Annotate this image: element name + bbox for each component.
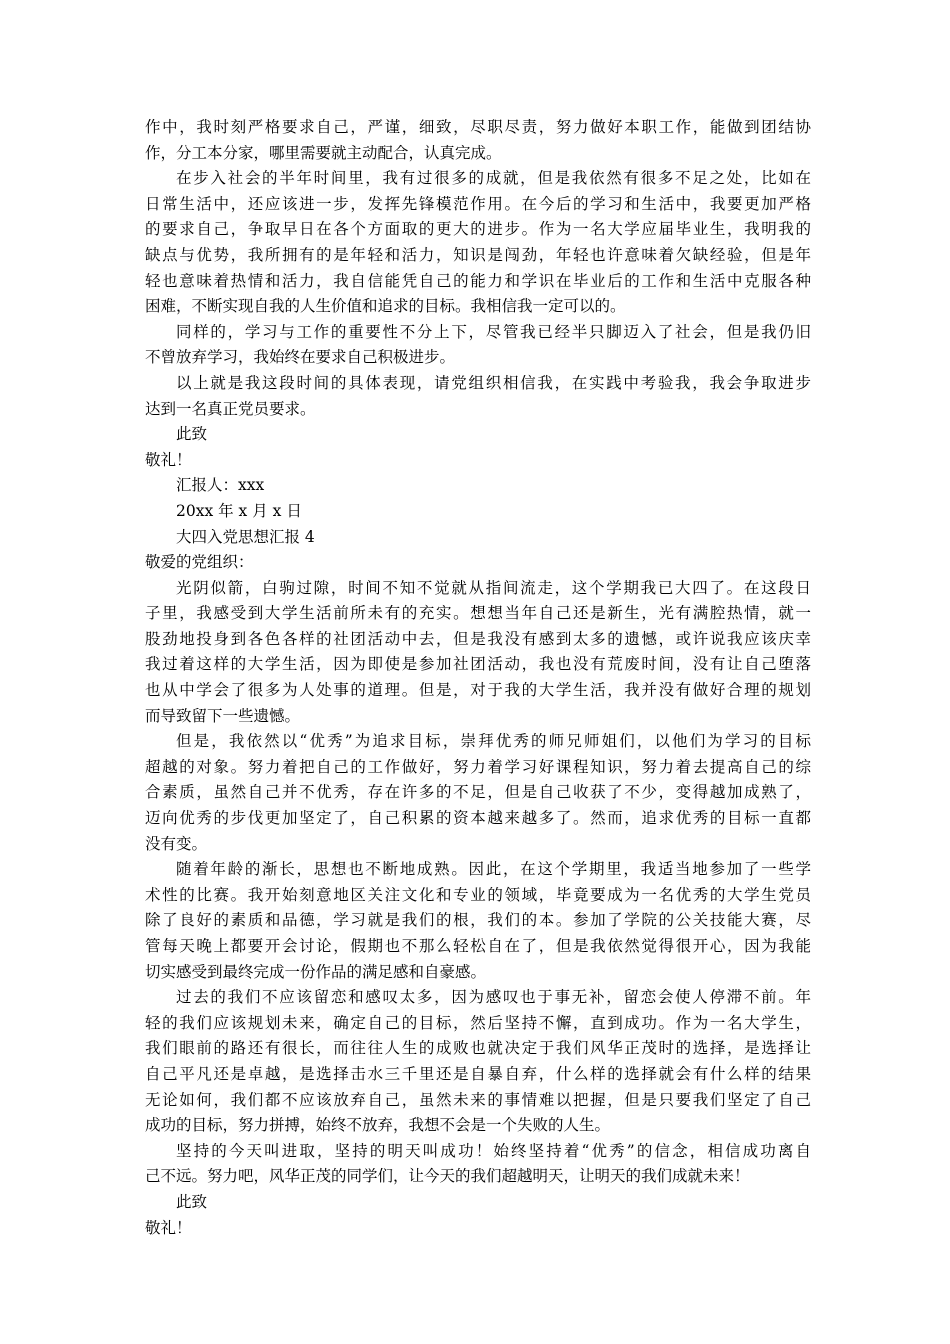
text-line: 敬礼！ <box>145 1218 192 1237</box>
text-line: 光阴似箭，白驹过隙，时间不知不觉就从指间流走，这个学期我已大四了。在这段日 <box>176 578 811 597</box>
text-line: 同样的，学习与工作的重要性不分上下，尽管我已经半只脚迈入了社会，但是我仍旧 <box>176 322 811 341</box>
text-line: 敬礼！ <box>145 450 192 469</box>
text-line: 轻的我们应该规划未来，确定自己的目标，然后坚持不懈，直到成功。作为一名大学生， <box>145 1013 811 1032</box>
text-line: 合素质，虽然自己并不优秀，存在许多的不足，但是自己收获了不少，变得越加成熟了， <box>145 783 811 802</box>
text-line: 子里，我感受到大学生活前所未有的充实。想想当年自己还是新生，光有满腔热情，就一 <box>145 604 811 623</box>
text-line: 大四入党思想汇报 4 <box>176 527 315 546</box>
text-line: 以上就是我这段时间的具体表现，请党组织相信我，在实践中考验我，我会争取进步 <box>176 373 811 392</box>
text-line: 达到一名真正党员要求。 <box>145 399 316 418</box>
text-line: 作中，我时刻严格要求自己，严谨，细致，尽职尽责，努力做好本职工作，能做到团结协 <box>145 118 811 136</box>
text-line: 超越的对象。努力着把自己的工作做好，努力着学习好课程知识，努力着去提高自己的综 <box>145 757 811 776</box>
text-line: 困难，不断实现自我的人生价值和追求的目标。我相信我一定可以的。 <box>145 297 626 316</box>
text-line: 无论如何，我们都不应该放弃自己，虽然未来的事情难以把握，但是只要我们坚定了自己 <box>145 1090 811 1109</box>
text-line: 除了良好的素质和品德，学习就是我们的根，我们的本。参加了学院的公关技能大赛，尽 <box>145 911 811 930</box>
text-line: 敬爱的党组织： <box>145 553 254 572</box>
text-line: 也从中学会了很多为人处事的道理。但是，对于我的大学生活，我并没有做好合理的规划 <box>145 681 811 700</box>
text-line: 我过着这样的大学生活，因为即使是参加社团活动，我也没有荒废时间，没有让自己堕落 <box>145 655 811 674</box>
text-line: 20xx 年 x 月 x 日 <box>176 501 302 520</box>
text-line: 坚持的今天叫进取，坚持的明天叫成功！始终坚持着“优秀”的信念，相信成功离自 <box>176 1141 811 1160</box>
text-line: 术性的比赛。我开始刻意地区关注文化和专业的领域，毕竟要成为一名优秀的大学生党员 <box>145 885 811 904</box>
text-line: 此致 <box>176 425 208 444</box>
text-line: 股劲地投身到各色各样的社团活动中去，但是我没有感到太多的遗憾，或许说我应该庆幸 <box>145 629 811 648</box>
text-line: 管每天晚上都要开会讨论，假期也不那么轻松自在了，但是我依然觉得很开心，因为我能 <box>145 937 811 955</box>
text-line: 成功的目标，努力拼搏，始终不放弃，我想不会是一个失败的人生。 <box>145 1116 611 1135</box>
text-line: 但是，我依然以“优秀”为追求目标，崇拜优秀的师兄师姐们，以他们为学习的目标 <box>176 732 811 751</box>
text-line: 迈向优秀的步伐更加坚定了，自己积累的资本越来越多了。然而，追求优秀的目标一直都 <box>145 809 811 828</box>
text-line: 汇报人：xxx <box>176 476 265 495</box>
text-line: 切实感受到最终完成一份作品的满足感和自豪感。 <box>145 962 487 981</box>
text-line: 我们眼前的路还有很长，而往往人生的成败也就决定于我们风华正茂时的选择，是选择让 <box>145 1039 811 1058</box>
text-line: 此致 <box>176 1192 208 1211</box>
text-line: 过去的我们不应该留恋和感叹太多，因为感叹也于事无补，留恋会使人停滞不前。年 <box>176 988 811 1007</box>
text-line: 在步入社会的半年时间里，我有过很多的成就，但是我依然有很多不足之处，比如在 <box>176 169 811 188</box>
text-line: 缺点与优势，我所拥有的是年轻和活力，知识是闯劲，年轻也许意味着欠缺经验，但是年 <box>145 245 811 264</box>
text-line: 自己平凡还是卓越，是选择击水三千里还是自暴自弃，什么样的选择就会有什么样的结果 <box>145 1064 811 1083</box>
text-line: 不曾放弃学习，我始终在要求自己积极进步。 <box>145 348 456 367</box>
text-line: 己不远。努力吧，风华正茂的同学们，让今天的我们超越明天，让明天的我们成就未来！ <box>145 1167 750 1186</box>
text-line: 的要求自己，争取早日在各个方面取的更大的进步。作为一名大学应届毕业生，我明我的 <box>145 220 811 239</box>
text-line: 而导致留下一些遗憾。 <box>145 706 301 725</box>
text-line: 没有变。 <box>145 834 208 853</box>
text-line: 轻也意味着热情和活力，我自信能凭自己的能力和学识在毕业后的工作和生活中克服各种 <box>145 271 811 290</box>
text-line: 随着年龄的渐长，思想也不断地成熟。因此，在这个学期里，我适当地参加了一些学 <box>176 860 811 879</box>
document-body <box>145 115 811 1241</box>
text-line: 日常生活中，还应该进一步，发挥先锋模范作用。在今后的学习和生活中，我要更加严格 <box>145 194 811 213</box>
text-line: 作，分工本分家，哪里需要就主动配合，认真完成。 <box>145 143 502 162</box>
